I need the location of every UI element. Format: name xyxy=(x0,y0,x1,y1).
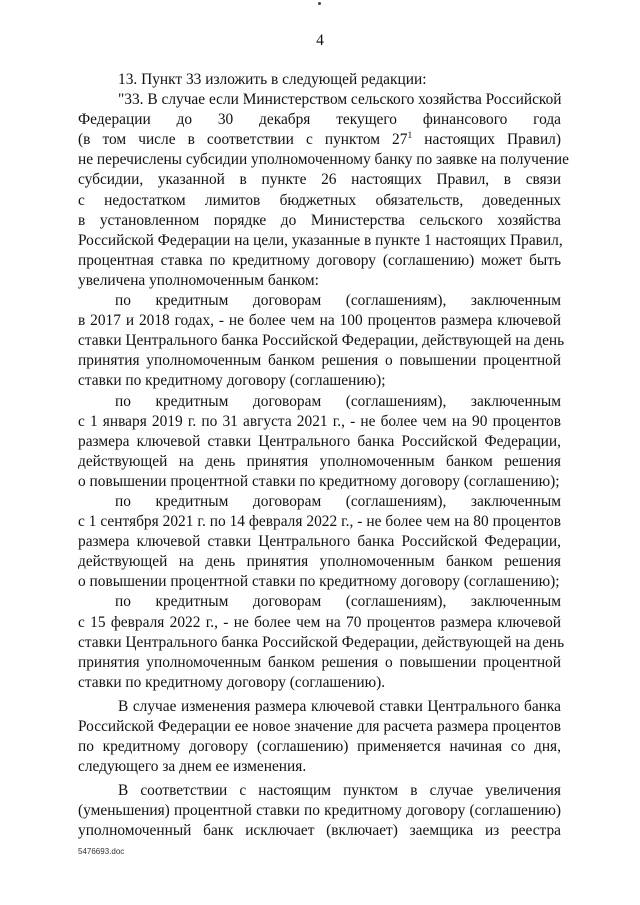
text-line: ставки по кредитному договору (соглашению); xyxy=(78,372,386,390)
text-line: процентная ставка по кредитному договору (соглашению) может быть xyxy=(78,251,561,269)
text-line: ставки Центрального банка Российской Федерации, действующей на день xyxy=(78,633,565,651)
text-line: следующего за днем ее изменения. xyxy=(78,758,307,776)
text-line: 13. Пункт 33 изложить в следующей редакции: xyxy=(118,71,427,88)
text-line: действующей на день принятия уполномоченным банком решения xyxy=(78,452,561,470)
text-line: по кредитному договору (соглашению) применяется начиная со дня, xyxy=(78,738,561,756)
text-line: не перечислены субсидии уполномоченному банку по заявке на получение xyxy=(78,151,569,169)
superscript: 1 xyxy=(407,131,413,142)
text-line: с недостатком лимитов бюджетных обязательств, доведенных xyxy=(78,191,561,209)
text-line: по кредитным договорам (соглашениям), заключенным xyxy=(115,492,561,510)
text-line: "33. В случае если Министерством сельского хозяйства Российской xyxy=(118,91,562,109)
text-line: (уменьшения) процентной ставки по кредитному договору (соглашению) xyxy=(78,802,561,820)
text-line: ставки Центрального банка Российской Федерации, действующей на день xyxy=(78,332,565,350)
file-name-footer: 5476693.doc xyxy=(78,847,125,856)
scan-mark xyxy=(318,2,321,5)
text-line: о повышении процентной ставки по кредитному договору (соглашению); xyxy=(78,472,560,490)
text-line: ставки по кредитному договору (соглашению). xyxy=(78,673,386,691)
text-line: о повышении процентной ставки по кредитному договору (соглашению); xyxy=(78,573,560,591)
text-line: Российской Федерации на цели, указанные в пункте 1 настоящих Правил, xyxy=(78,231,563,249)
text-line: с 15 февраля 2022 г., - не более чем на 70 процентов размера ключевой xyxy=(78,613,561,631)
text-fragment: настоящих Правил) xyxy=(412,131,561,149)
text-line: уполномоченный банк исключает (включает) заемщика из реестра xyxy=(78,822,561,840)
page-number: 4 xyxy=(316,32,324,49)
text-line: размера ключевой ставки Центрального банка Российской Федерации, xyxy=(78,533,561,551)
text-line: Федерации до 30 декабря текущего финансового года xyxy=(78,111,561,129)
text-line: по кредитным договорам (соглашениям), заключенным xyxy=(115,292,561,310)
text-line: в 2017 и 2018 годах, - не более чем на 100 процентов размера ключевой xyxy=(78,312,561,330)
text-line: Российской Федерации ее новое значение для расчета размера процентов xyxy=(78,718,561,735)
text-fragment: (в том числе в соответствии с пунктом 27 xyxy=(78,131,408,149)
text-line: В соответствии с настоящим пунктом в случае увеличения xyxy=(118,782,561,800)
text-line: размера ключевой ставки Центрального банка Российской Федерации, xyxy=(78,432,561,450)
text-line: действующей на день принятия уполномоченным банком решения xyxy=(78,553,561,571)
text-line: В случае изменения размера ключевой ставки Центрального банка xyxy=(118,697,561,715)
text-line: по кредитным договорам (соглашениям), заключенным xyxy=(115,392,561,410)
text-line: с 1 сентября 2021 г. по 14 февраля 2022 г., - не более чем на 80 процентов xyxy=(78,513,561,531)
document-body xyxy=(78,70,569,842)
text-line: по кредитным договорам (соглашениям), заключенным xyxy=(115,593,561,611)
text-line: принятия уполномоченным банком решения о повышении процентной xyxy=(78,352,561,370)
text-line xyxy=(78,130,561,150)
text-line: субсидии, указанной в пункте 26 настоящих Правил, в связи xyxy=(78,171,561,189)
text-line: с 1 января 2019 г. по 31 августа 2021 г., - не более чем на 90 процентов xyxy=(78,412,561,430)
text-line: увеличена уполномоченным банком: xyxy=(78,271,319,289)
text-line: принятия уполномоченным банком решения о повышении процентной xyxy=(78,653,561,671)
text-line: в установленном порядке до Министерства сельского хозяйства xyxy=(78,211,561,229)
